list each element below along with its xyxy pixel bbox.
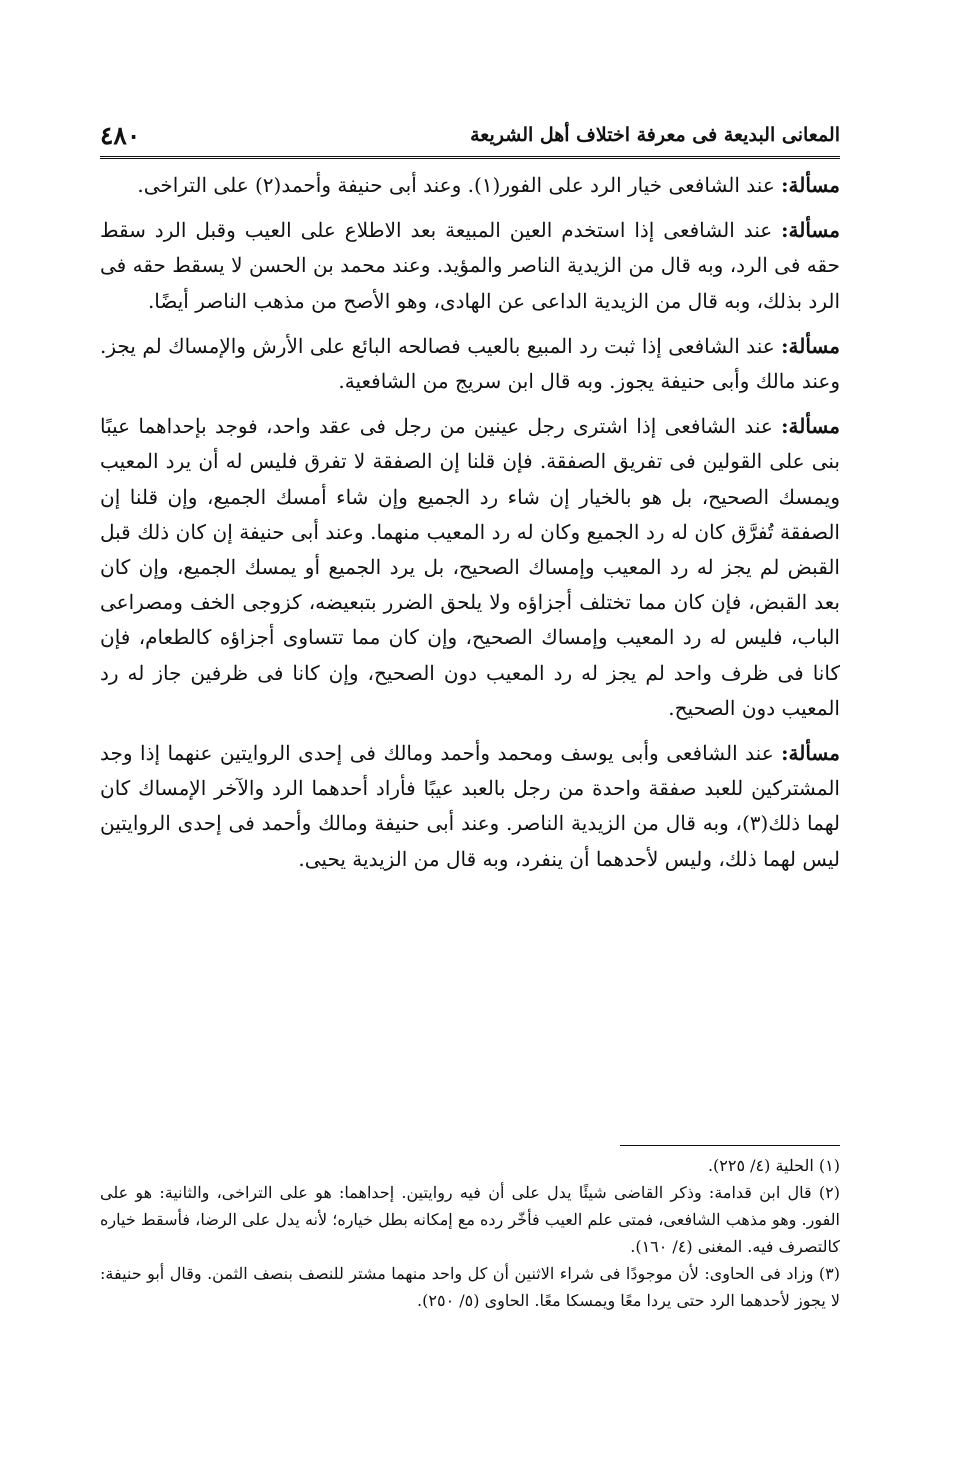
footnote: (٣) وزاد فى الحاوى: لأن موجودًا فى شراء الاثنين أن كل واحد منهما مشتر للنصف بنصف الثمن. وقال أبو حنيفة: لا يجوز لأحدهما الرد حتى يردا معًا ويمسكا معًا. الحاوى (٥/ ٢٥٠). xyxy=(100,1264,840,1310)
paragraph-text: عند الشافعى إذا ثبت رد المبيع بالعيب فصالحه البائع على الأرش والإمساك لم يجز. وعند مالك وأبى حنيفة يجوز. وبه قال ابن سريج من الشافعية. xyxy=(100,333,840,394)
paragraph xyxy=(100,409,840,726)
paragraph-text: عند الشافعى خيار الرد على الفور(١). وعند أبى حنيفة وأحمد(٢) على التراخى. xyxy=(137,173,782,197)
issue-label: مسألة: xyxy=(781,218,840,243)
page-header xyxy=(100,118,840,152)
issue-label: مسألة: xyxy=(781,741,840,766)
body-text xyxy=(100,168,840,887)
running-title: المعانى البديعة فى معرفة اختلاف أهل الشريعة xyxy=(470,124,840,146)
footnote-rule xyxy=(620,1145,840,1146)
issue-label: مسألة: xyxy=(781,173,840,197)
paragraph-text: عند الشافعى وأبى يوسف ومحمد وأحمد ومالك فى إحدى الروايتين عنهما إذا وجد المشتركين للعبد صفقة واحدة من رجل بالعبد عيبًا فأراد أحدهما الرد والآخر الإمساك كان لهما ذلك(٣)، وبه قال من الزيدية الناصر. وعند أبى حنيفة ومالك وأحمد فى إحدى الروايتين ليس لهما ذلك، وليس لأحدهما أن ينفرد، وبه قال من الزيدية يحيى. xyxy=(100,741,840,871)
header-rule xyxy=(100,156,840,159)
issue-label: مسألة: xyxy=(781,414,840,439)
footnote: (٢) قال ابن قدامة: وذكر القاضى شيئًا يدل على أن فيه روايتين. إحداهما: هو على التراخى، والثانية: هو على الفور. وهو مذهب الشافعى، فمتى علم العيب فأخّر رده مع إمكانه بطل خياره؛ لأنه يدل على الرضا، فأسقط خياره كالتصرف فيه. المغنى (٤/ ١٦٠). xyxy=(100,1183,840,1256)
paragraph-text: عند الشافعى إذا اشترى رجل عينين من رجل فى عقد واحد، فوجد بإحداهما عيبًا بنى على القولين فى تفريق الصفقة. فإن قلنا إن الصفقة لا تفرق فليس له أن يرد المعيب ويمسك الصحيح، بل هو بالخيار إن شاء رد الجميع وإن شاء أمسك الجميع، وإن قلنا إن الصفقة تُفرَّق كان له رد الجميع وكان له رد المعيب منهما. وعند أبى حنيفة إن كان ذلك قبل القبض لم يجز له رد المعيب وإمساك الصحيح، بل يرد الجميع أو يمسك الجميع، وإن كان بعد القبض، فإن كان مما تختلف أجزاؤه ولا يلحق الضرر بتبعيضه، كزوجى الخف ومصراعى الباب، فليس له رد المعيب وإمساك الصحيح، وإن كان مما تتساوى أجزاؤه كالطعام، فإن كانا فى ظرف واحد لم يجز له رد المعيب دون الصحيح، وإن كانا فى ظرفين جاز له رد المعيب دون الصحيح. xyxy=(100,414,840,720)
footnotes xyxy=(100,1152,840,1314)
paragraph-text: عند الشافعى إذا استخدم العين المبيعة بعد الاطلاع على العيب وقبل الرد سقط حقه فى الرد، وبه قال من الزيدية الناصر والمؤيد. وعند محمد بن الحسن لا يسقط حقه فى الرد بذلك، وبه قال من الزيدية الداعى عن الهادى، وهو الأصح من مذهب الناصر أيضًا. xyxy=(100,218,840,313)
page-number: ٤٨٠ xyxy=(100,120,141,150)
paragraph xyxy=(100,213,840,319)
footnote: (١) الحلية (٤/ ٢٢٥). xyxy=(707,1156,840,1175)
paragraph xyxy=(100,329,840,399)
issue-label: مسألة: xyxy=(781,333,840,358)
paragraph xyxy=(100,168,840,203)
paragraph xyxy=(100,736,840,877)
